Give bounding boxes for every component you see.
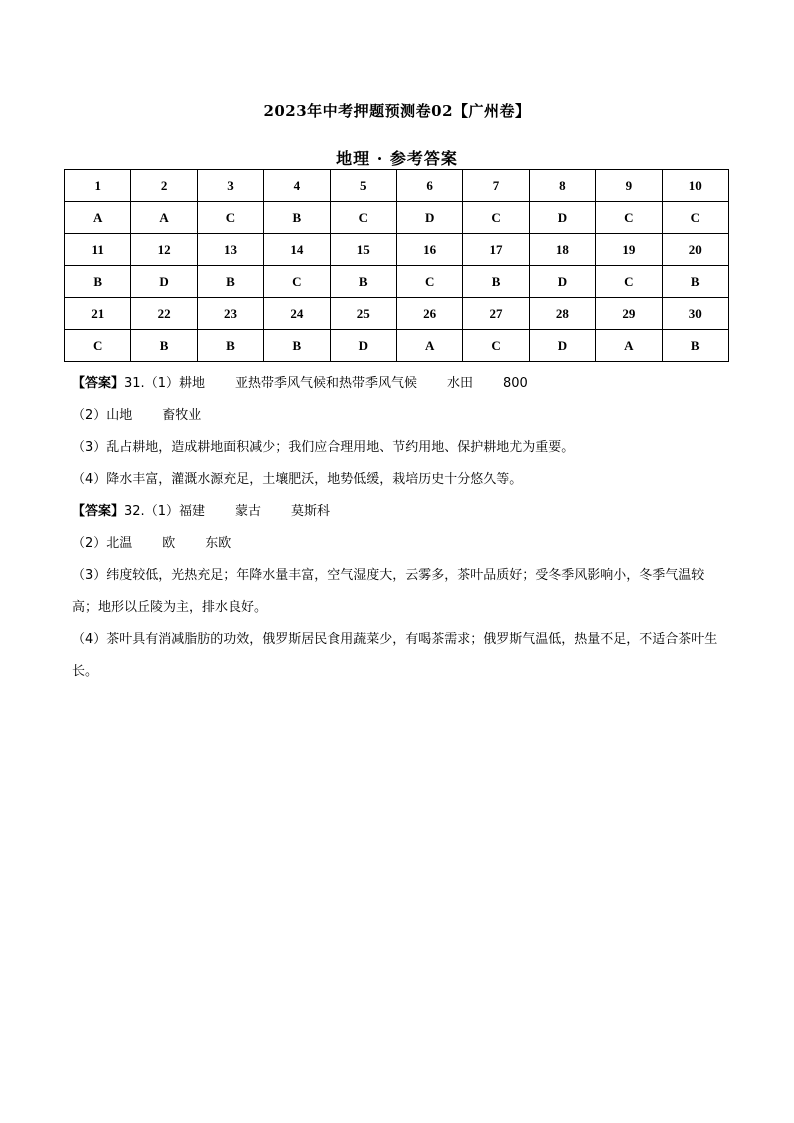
answer-row [65, 202, 729, 234]
q31-part2-head: （2）山地 [72, 408, 133, 423]
answer-cell: C [463, 330, 529, 362]
answer-cell: D [330, 330, 396, 362]
q31-part1-head: 31.（1）耕地 [124, 376, 205, 391]
question-number-cell: 13 [197, 234, 263, 266]
question-number-cell: 5 [330, 170, 396, 202]
answer-cell: B [330, 266, 396, 298]
page-subtitle: 地理 · 参考答案 [336, 149, 458, 168]
question-number-cell: 9 [596, 170, 662, 202]
answer-cell: C [596, 266, 662, 298]
answer-cell: A [396, 330, 462, 362]
question-number-cell: 1 [65, 170, 131, 202]
question-number-cell: 4 [264, 170, 330, 202]
question-number-cell: 23 [197, 298, 263, 330]
q32-part1-answer-3: 莫斯科 [290, 504, 330, 519]
page-title: 2023年中考押题预测卷02【广州卷】 [263, 102, 531, 120]
answer-cell: C [197, 202, 263, 234]
answer-cell: C [330, 202, 396, 234]
question-number-row [65, 234, 729, 266]
question-number-cell: 20 [662, 234, 728, 266]
question-number-cell: 19 [596, 234, 662, 266]
question-number-row [65, 298, 729, 330]
answer-cell: B [264, 330, 330, 362]
answer-cell: D [131, 266, 197, 298]
answer-cell: B [65, 266, 131, 298]
q32-part4: （4）茶叶具有消减脂肪的功效，俄罗斯居民食用蔬菜少，有喝茶需求；俄罗斯气温低，热量不足，不适合茶叶生长。 [72, 632, 718, 679]
answer-cell: C [662, 202, 728, 234]
answer-cell: D [529, 202, 595, 234]
question-number-cell: 15 [330, 234, 396, 266]
answer-cell: A [65, 202, 131, 234]
answer-cell: B [662, 266, 728, 298]
answer-row [65, 330, 729, 362]
answer-cell: B [131, 330, 197, 362]
question-number-cell: 24 [264, 298, 330, 330]
answer-cell: B [264, 202, 330, 234]
question-number-cell: 18 [529, 234, 595, 266]
answer-cell: C [264, 266, 330, 298]
answer-cell: C [396, 266, 462, 298]
answer-cell: B [463, 266, 529, 298]
question-number-cell: 8 [529, 170, 595, 202]
answer-cell: A [596, 330, 662, 362]
answer-cell: A [131, 202, 197, 234]
q32-part1-answer-2: 蒙古 [234, 504, 261, 519]
question-number-cell: 14 [264, 234, 330, 266]
question-number-cell: 28 [529, 298, 595, 330]
q31-line-2 [72, 400, 728, 432]
q31-part2-answer-2: 畜牧业 [162, 408, 202, 423]
answer-row [65, 266, 729, 298]
answer-cell: C [463, 202, 529, 234]
question-number-cell: 17 [463, 234, 529, 266]
question-number-cell: 26 [396, 298, 462, 330]
q31-part1-answer-3: 水田 [446, 376, 473, 391]
q31-part1-answer-4: 800 [503, 376, 528, 391]
q32-part2-answer-2: 欧 [162, 536, 176, 551]
question-number-cell: 12 [131, 234, 197, 266]
answer-content [72, 368, 728, 688]
q31-part4: （4）降水丰富，灌溉水源充足，土壤肥沃，地势低缓，栽培历史十分悠久等。 [72, 472, 523, 487]
q32-part2-answer-3: 东欧 [205, 536, 232, 551]
q32-part2-head: （2）北温 [72, 536, 133, 551]
answer-label: 【答案】 [72, 376, 125, 391]
answer-table [64, 169, 729, 362]
question-number-cell: 21 [65, 298, 131, 330]
question-number-cell: 25 [330, 298, 396, 330]
q32-part1-head: 32.（1）福建 [124, 504, 205, 519]
question-number-cell: 27 [463, 298, 529, 330]
question-number-cell: 7 [463, 170, 529, 202]
q32-line-1 [72, 496, 728, 528]
question-number-cell: 30 [662, 298, 728, 330]
question-number-cell: 22 [131, 298, 197, 330]
q32-line-2 [72, 528, 728, 560]
q31-part3: （3）乱占耕地，造成耕地面积减少；我们应合理用地、节约用地、保护耕地尤为重要。 [72, 440, 575, 455]
answer-cell: B [197, 330, 263, 362]
question-number-cell: 16 [396, 234, 462, 266]
question-number-row [65, 170, 729, 202]
answer-cell: C [596, 202, 662, 234]
question-number-cell: 3 [197, 170, 263, 202]
question-number-cell: 11 [65, 234, 131, 266]
answer-label: 【答案】 [72, 504, 125, 519]
question-number-cell: 10 [662, 170, 728, 202]
question-number-cell: 29 [596, 298, 662, 330]
answer-cell: D [529, 330, 595, 362]
answer-cell: D [529, 266, 595, 298]
q32-part3: （3）纬度较低，光热充足；年降水量丰富，空气湿度大，云雾多，茶叶品质好；受冬季风影响小，冬季气温较高；地形以丘陵为主，排水良好。 [72, 568, 705, 615]
answer-cell: D [396, 202, 462, 234]
q31-part1-answer-2: 亚热带季风气候和热带季风气候 [234, 376, 417, 391]
answer-cell: B [662, 330, 728, 362]
answer-cell: B [197, 266, 263, 298]
answer-cell: C [65, 330, 131, 362]
q31-line-1 [72, 368, 728, 400]
question-number-cell: 2 [131, 170, 197, 202]
question-number-cell: 6 [396, 170, 462, 202]
